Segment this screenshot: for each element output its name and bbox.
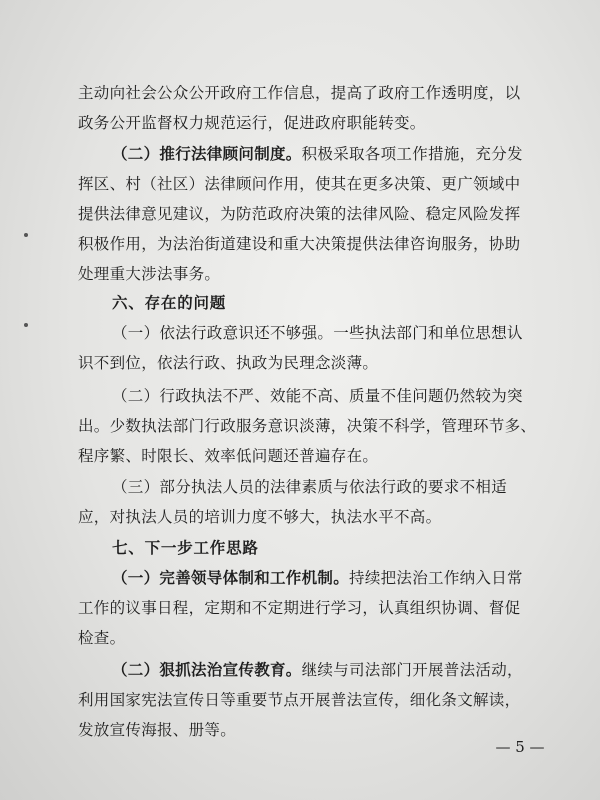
section-heading: 七、下一步工作思路 — [112, 538, 259, 557]
text-run: 继续与司法部门开展普法活动， — [301, 661, 523, 679]
text-run: 持续把法治工作纳入日常 — [349, 569, 523, 587]
paragraph-title: （二）狠抓法治宣传教育。 — [112, 660, 302, 679]
text-line: 应，对执法人员的培训力度不够大，执法水平不高。 — [78, 508, 442, 526]
text-line: 程序繁、时限长、效率低问题还普遍存在。 — [78, 447, 379, 465]
text-line: （三）部分执法人员的法律素质与依法行政的要求不相适 — [112, 478, 508, 496]
text-line — [112, 563, 548, 593]
text-line — [112, 655, 548, 685]
text-line: （二）行政执法不严、效能不高、质量不佳问题仍然较为突 — [112, 387, 523, 405]
text-line: 发放宣传海报、册等。 — [78, 721, 237, 739]
text-line — [112, 139, 548, 169]
text-line: 工作的议事日程，定期和不定期进行学习，认真组织协调、督促 — [78, 599, 521, 617]
text-line: 挥区、村（社区）法律顾问作用，使其在更多决策、更广领域中 — [78, 175, 521, 193]
text-line: 处理重大涉法事务。 — [78, 265, 221, 283]
text-line: 识不到位，依法行政、执政为民理念淡薄。 — [78, 354, 379, 372]
text-line: 检查。 — [78, 629, 126, 647]
text-line: 利用国家宪法宣传日等重要节点开展普法宣传，细化条文解读， — [78, 691, 521, 709]
text-line: 提供法律意见建议，为防范政府决策的法律风险、稳定风险发挥 — [78, 205, 521, 223]
text-line: 主动向社会公众公开政府工作信息，提高了政府工作透明度，以 — [78, 84, 521, 102]
binding-mark — [24, 233, 28, 237]
paragraph-title: （二）推行法律顾问制度。 — [112, 144, 302, 163]
text-line: 出。少数执法部门行政服务意识淡薄，决策不科学，管理环节多、 — [78, 417, 537, 435]
text-run: 积极采取各项工作措施，充分发 — [301, 145, 523, 163]
text-line: 积极作用，为法治街道建设和重大决策提供法律咨询服务，协助 — [78, 235, 521, 253]
binding-mark — [24, 323, 28, 327]
paragraph-title: （一）完善领导体制和工作机制。 — [112, 568, 350, 587]
text-line: （一）依法行政意识还不够强。一些执法部门和单位思想认 — [112, 324, 523, 342]
text-line: 政务公开监督权力规范运行，促进政府职能转变。 — [78, 114, 426, 132]
page-number: — 5 — — [495, 738, 545, 756]
section-heading: 六、存在的问题 — [112, 293, 227, 312]
